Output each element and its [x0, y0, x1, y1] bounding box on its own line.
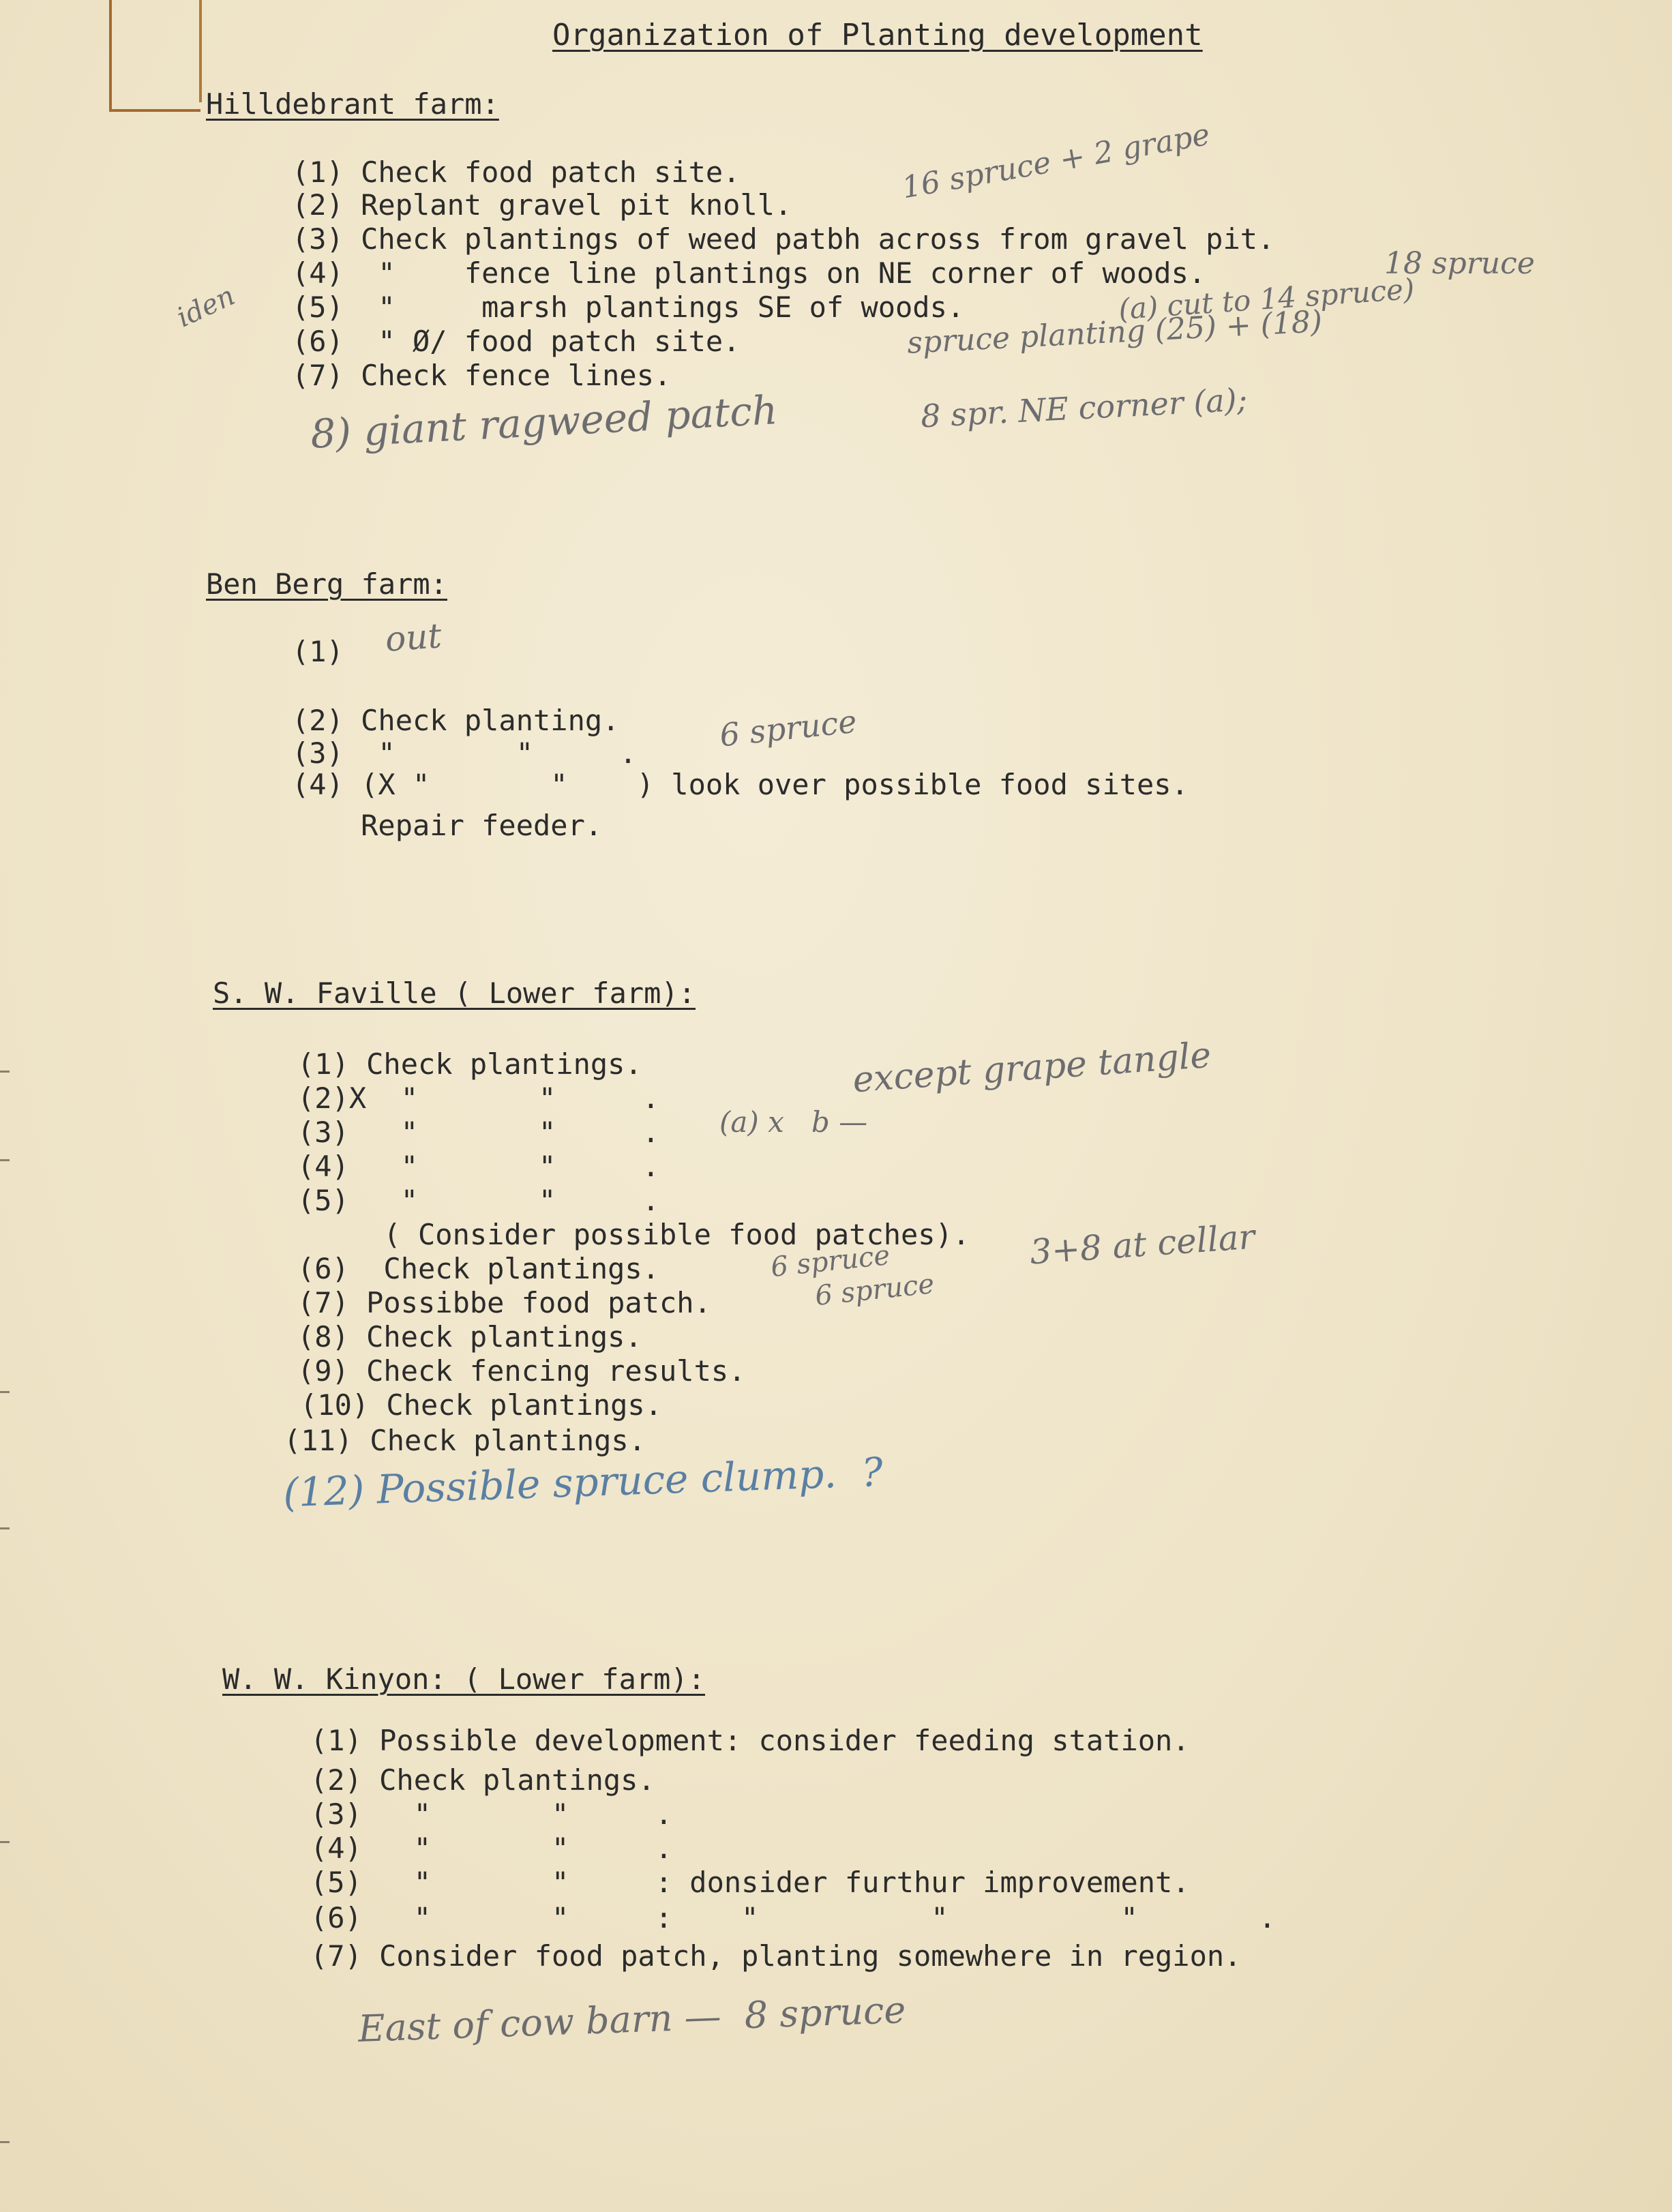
handwritten-note: iden [172, 280, 240, 334]
list-item: (4) " " . [297, 1150, 660, 1183]
handwritten-note: East of cow barn — 8 spruce [357, 1988, 907, 2051]
handwritten-note: 6 spruce [769, 1239, 892, 1284]
handwritten-note: 18 spruce [1384, 246, 1535, 281]
edge-mark [0, 2141, 10, 2143]
list-item: (7) Possibbe food patch. [297, 1286, 711, 1319]
section-heading-hilldebrant: Hilldebrant farm: [206, 87, 499, 121]
list-item: (2) Replant gravel pit knoll. [292, 188, 792, 222]
list-item: (1) [292, 635, 344, 668]
handwritten-note: out [384, 616, 443, 659]
handwritten-note: 6 spruce [717, 702, 859, 754]
list-item: (6) " Ø/ food patch site. [292, 325, 741, 358]
list-item: (1) Check plantings. [297, 1047, 642, 1081]
list-item: (10) Check plantings. [300, 1388, 663, 1422]
list-item: (5) " marsh plantings SE of woods. [292, 290, 965, 324]
handwritten-note: 16 spruce + 2 grape [899, 117, 1213, 206]
list-item: (3) " " . [297, 1116, 660, 1149]
list-item: ( Consider possible food patches). [297, 1218, 970, 1251]
list-item: (11) Check plantings. [284, 1424, 646, 1457]
handwritten-note: (a) x b — [719, 1105, 868, 1139]
list-item: (7) Check fence lines. [292, 359, 672, 392]
list-item: (7) Consider food patch, planting somewhere in region. [310, 1939, 1242, 1973]
handwritten-note: 3+8 at cellar [1028, 1216, 1257, 1272]
edge-mark [0, 1841, 10, 1843]
list-item: (5) " " . [297, 1184, 660, 1217]
list-item: (1) Check food patch site. [292, 155, 741, 189]
edge-mark [0, 1159, 10, 1161]
handwritten-note: spruce planting (25) + (18) [906, 304, 1324, 361]
list-item: (2) Check planting. [292, 704, 620, 737]
list-item: (5) " " : donsider furthur improvement. [310, 1866, 1190, 1899]
list-item: (9) Check fencing results. [297, 1354, 746, 1388]
handwritten-note: (a) cut to 14 spruce) [1117, 271, 1416, 327]
edge-mark [0, 1071, 10, 1073]
handwritten-note: except grape tangle [851, 1034, 1212, 1101]
list-item: Repair feeder. [292, 809, 603, 842]
section-heading-kinyon: W. W. Kinyon: ( Lower farm): [222, 1662, 706, 1696]
list-item: (4) (X " " ) look over possible food sites. [292, 768, 1189, 801]
list-item: (6) " " : " " " . [310, 1901, 1277, 1934]
corner-vertical-mark [199, 0, 202, 102]
list-item: (3) " " . [310, 1797, 673, 1831]
list-item: (6) Check plantings. [297, 1252, 660, 1285]
list-item: (2)X " " . [297, 1081, 660, 1115]
list-item: (3) Check plantings of weed patbh across from gravel pit. [292, 222, 1275, 256]
section-heading-ben-berg: Ben Berg farm: [206, 567, 448, 601]
list-item: (3) " " . [292, 736, 637, 770]
list-item: (4) " " . [310, 1832, 673, 1865]
handwritten-note: (12) Possible spruce clump. ? [282, 1448, 884, 1516]
list-item: (2) Check plantings. [310, 1763, 655, 1797]
page-title: Organization of Planting development [552, 18, 1203, 53]
section-heading-faville: S. W. Faville ( Lower farm): [213, 976, 696, 1010]
edge-mark [0, 1527, 10, 1529]
list-item: (8) Check plantings. [297, 1320, 642, 1354]
handwritten-note: 8) giant ragweed patch [309, 387, 779, 458]
list-item: (4) " fence line plantings on NE corner of woods. [292, 256, 1206, 290]
list-item: (1) Possible development: consider feeding station. [310, 1724, 1190, 1757]
handwritten-note: 6 spruce [813, 1268, 936, 1313]
handwritten-note: 8 spr. NE corner (a); [919, 380, 1249, 435]
corner-bracket-mark [109, 0, 200, 112]
edge-mark [0, 1391, 10, 1393]
